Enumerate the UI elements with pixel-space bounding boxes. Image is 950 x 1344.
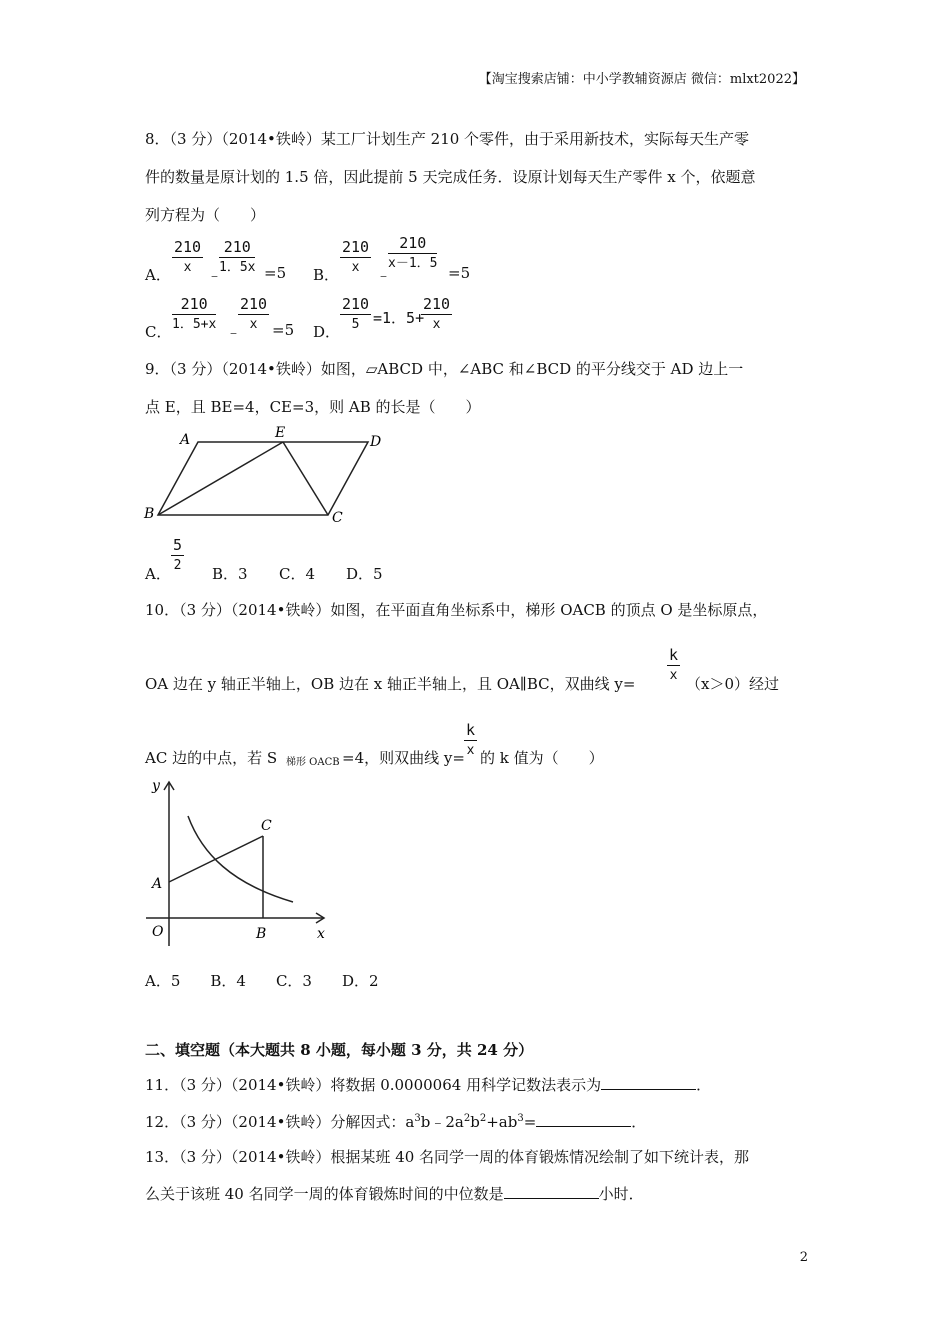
- fraction: $\frac{210}{x}$: [342, 238, 370, 275]
- page-header: 【淘宝搜索店铺：中小学教辅资源店 微信：mlxt2022】: [478, 72, 805, 87]
- option-label: B．: [313, 266, 340, 284]
- label-e: E: [275, 425, 286, 441]
- q9-line1: 9．（3 分）（2014•铁岭）如图，▱ABCD 中，∠ABC 和∠BCD 的平分线交于 AD 边上一: [145, 360, 744, 378]
- q13-line1: 13．（3 分）（2014•铁岭）根据某班 40 名同学一周的体育锻炼情况绘制了如下统计表，那: [145, 1148, 750, 1166]
- fraction-k-over-x: $\frac{k}{x}$: [466, 721, 476, 758]
- label-c: C: [332, 510, 343, 526]
- fraction: $\frac{210}{x}$: [423, 295, 451, 332]
- coordinate-figure: [140, 772, 340, 947]
- label-d: D: [370, 434, 382, 450]
- label-y: y: [152, 778, 160, 794]
- answer-blank[interactable]: [536, 1112, 631, 1127]
- fraction: $\frac{210}{5}$: [342, 295, 370, 332]
- option-label: D．: [313, 323, 341, 341]
- label-c: C: [261, 818, 272, 834]
- q8-line3: 列方程为（ ）: [145, 206, 266, 224]
- label-b: B: [256, 926, 267, 942]
- fraction: $\frac{210}{1.5+x}$: [172, 295, 217, 332]
- section-heading: 二、填空题（本大题共 8 小题，每小题 3 分，共 24 分）: [145, 1041, 534, 1059]
- option-c: C．4: [279, 565, 316, 583]
- parallelogram-figure: [140, 422, 390, 532]
- segment-ec: [283, 442, 328, 515]
- fraction: $\frac{210}{x}$: [174, 238, 202, 275]
- segment-be: [158, 442, 283, 515]
- option-b: B．3: [212, 565, 248, 583]
- q11: 11．（3 分）（2014•铁岭）将数据 0.0000064 用科学记数法表示为 ．: [145, 1076, 712, 1094]
- option-a-label: A．: [145, 565, 171, 583]
- label-a: A: [180, 432, 191, 448]
- fraction: $\frac{210}{x-1.5}$: [388, 234, 438, 271]
- option-label: A．: [145, 266, 171, 284]
- q10-line1: 10．（3 分）（2014•铁岭）如图，在平面直角坐标系中，梯形 OACB 的顶点 O 是坐标原点，: [145, 601, 768, 619]
- fraction-k-over-x: $\frac{k}{x}$: [669, 646, 679, 683]
- page-number: 2: [799, 1250, 808, 1265]
- segment-ac: [169, 836, 263, 882]
- option-label: C．: [145, 323, 172, 341]
- q10-options: A．5 B．4 C．3 D．2: [145, 972, 379, 990]
- q13-line2: 么关于该班 40 名同学一周的体育锻炼时间的中位数是 小时．: [145, 1185, 644, 1203]
- label-a: A: [152, 876, 163, 892]
- answer-blank[interactable]: [504, 1184, 599, 1199]
- fraction: $\frac{210}{x}$: [240, 295, 268, 332]
- q8-line1: 8．（3 分）（2014•铁岭）某工厂计划生产 210 个零件，由于采用新技术，实际每天生产零: [145, 130, 750, 148]
- q8-line2: 件的数量是原计划的 1.5 倍，因此提前 5 天完成任务．设原计划每天生产零件 x 个，依题意: [145, 168, 756, 186]
- fraction: $\frac{5}{2}$: [173, 536, 183, 573]
- q9-line2: 点 E，且 BE=4，CE=3，则 AB 的长是（ ）: [145, 398, 481, 416]
- hyperbola-curve: [188, 816, 293, 902]
- label-b: B: [144, 506, 155, 522]
- label-o: O: [152, 924, 164, 940]
- label-x: x: [317, 926, 325, 942]
- fraction: $\frac{210}{1.5x}$: [219, 238, 256, 275]
- answer-blank[interactable]: [601, 1075, 696, 1090]
- q12: 12．（3 分）（2014•铁岭）分解因式：$a^3b﹣2a^2b^2+ab^3=$ ．: [145, 1113, 647, 1131]
- option-d: D．5: [346, 565, 383, 583]
